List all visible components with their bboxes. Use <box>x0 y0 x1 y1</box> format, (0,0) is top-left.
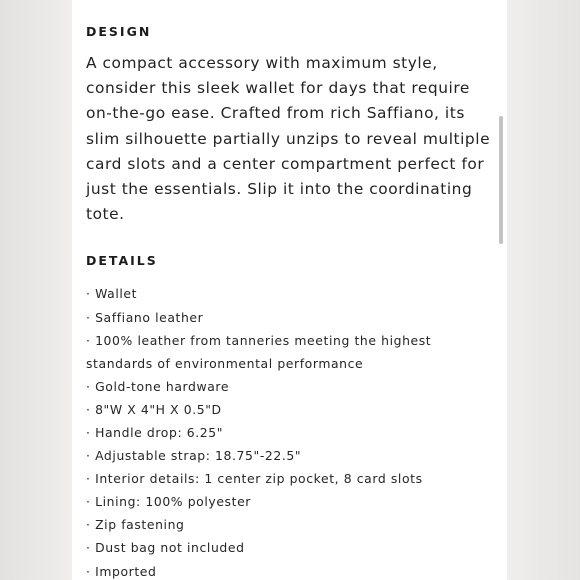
details-heading: DETAILS <box>86 253 158 269</box>
design-heading: DESIGN <box>86 24 152 39</box>
design-description: A compact accessory with maximum style, consider this sleek wallet for days that require on-the-go ease. Crafted from rich Saffiano, its slim silhouette partially unzips to reveal multiple card slots and a center compartment perfect for just the essentials. Slip it into the coordinating tote. <box>86 54 491 224</box>
list-item: · Wallet <box>86 286 138 302</box>
list-item: · Zip fastening <box>86 517 185 533</box>
list-item: · Imported <box>86 563 157 579</box>
list-item: · Dust bag not included <box>86 540 245 556</box>
list-item: · Adjustable strap: 18.75"-22.5" <box>86 448 302 464</box>
list-item: · Saffiano leather <box>86 309 204 325</box>
details-list <box>86 282 498 580</box>
scrollbar-thumb[interactable] <box>499 116 503 244</box>
list-item: · Gold-tone hardware <box>86 378 230 394</box>
product-description-content <box>86 24 498 580</box>
left-background <box>0 0 72 580</box>
list-item: · Lining: 100% polyester <box>86 494 251 510</box>
list-item: · Interior details: 1 center zip pocket, 8 card slots <box>86 471 423 487</box>
list-item: · 8"W X 4"H X 0.5"D <box>86 401 222 417</box>
list-item: · 100% leather from tanneries meeting the highest standards of environmental performance <box>86 332 432 371</box>
list-item: · Handle drop: 6.25" <box>86 424 224 440</box>
right-background <box>507 0 580 580</box>
product-description-panel[interactable] <box>72 0 507 580</box>
